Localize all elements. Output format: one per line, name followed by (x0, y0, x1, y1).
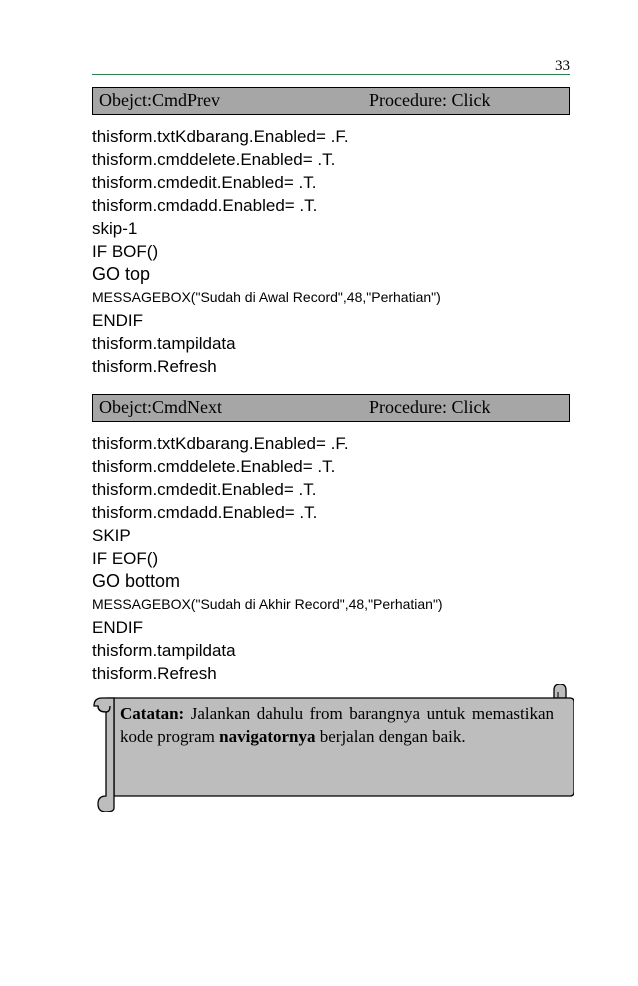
procedure-name: Procedure: Click (369, 90, 491, 110)
code-block-cmdnext (92, 432, 592, 685)
code-line: MESSAGEBOX("Sudah di Akhir Record",48,"Perhatian") (92, 596, 443, 612)
code-line: MESSAGEBOX("Sudah di Awal Record",48,"Perhatian") (92, 289, 441, 305)
code-line: IF BOF() (92, 242, 159, 261)
page-number: 33 (555, 58, 570, 74)
object-header-cmdnext (92, 394, 570, 422)
code-line: GO top (92, 264, 151, 284)
code-line: skip-1 (92, 219, 138, 238)
note-label: Catatan: (120, 704, 185, 723)
object-name: Obejct:CmdNext (99, 397, 222, 417)
code-block-cmdprev (92, 125, 592, 378)
code-line: thisform.cmdadd.Enabled= .T. (92, 196, 318, 215)
code-line: thisform.tampildata (92, 641, 236, 660)
header-rule (92, 74, 570, 75)
note-emphasis: navigatornya (219, 727, 316, 746)
code-line: SKIP (92, 526, 131, 545)
code-line: thisform.Refresh (92, 357, 217, 376)
code-line: thisform.Refresh (92, 664, 217, 683)
code-line: thisform.txtKdbarang.Enabled= .F. (92, 434, 349, 453)
code-line: ENDIF (92, 618, 143, 637)
object-name: Obejct:CmdPrev (99, 90, 220, 110)
procedure-name: Procedure: Click (369, 397, 491, 417)
code-line: thisform.tampildata (92, 334, 236, 353)
code-line: thisform.cmdadd.Enabled= .T. (92, 503, 318, 522)
code-line: thisform.cmdedit.Enabled= .T. (92, 173, 317, 192)
code-line: thisform.cmdedit.Enabled= .T. (92, 480, 317, 499)
code-line: ENDIF (92, 311, 143, 330)
code-line: thisform.txtKdbarang.Enabled= .F. (92, 127, 349, 146)
note-body-end: berjalan dengan baik. (315, 727, 466, 746)
code-line: thisform.cmddelete.Enabled= .T. (92, 150, 336, 169)
code-line: IF EOF() (92, 549, 159, 568)
code-line: thisform.cmddelete.Enabled= .T. (92, 457, 336, 476)
note-body-start: Jalankan dahulu from barangnya untuk memastikan kode program (120, 704, 554, 746)
code-line: GO bottom (92, 571, 181, 591)
note-text (120, 702, 554, 748)
object-header-cmdprev (92, 87, 570, 115)
